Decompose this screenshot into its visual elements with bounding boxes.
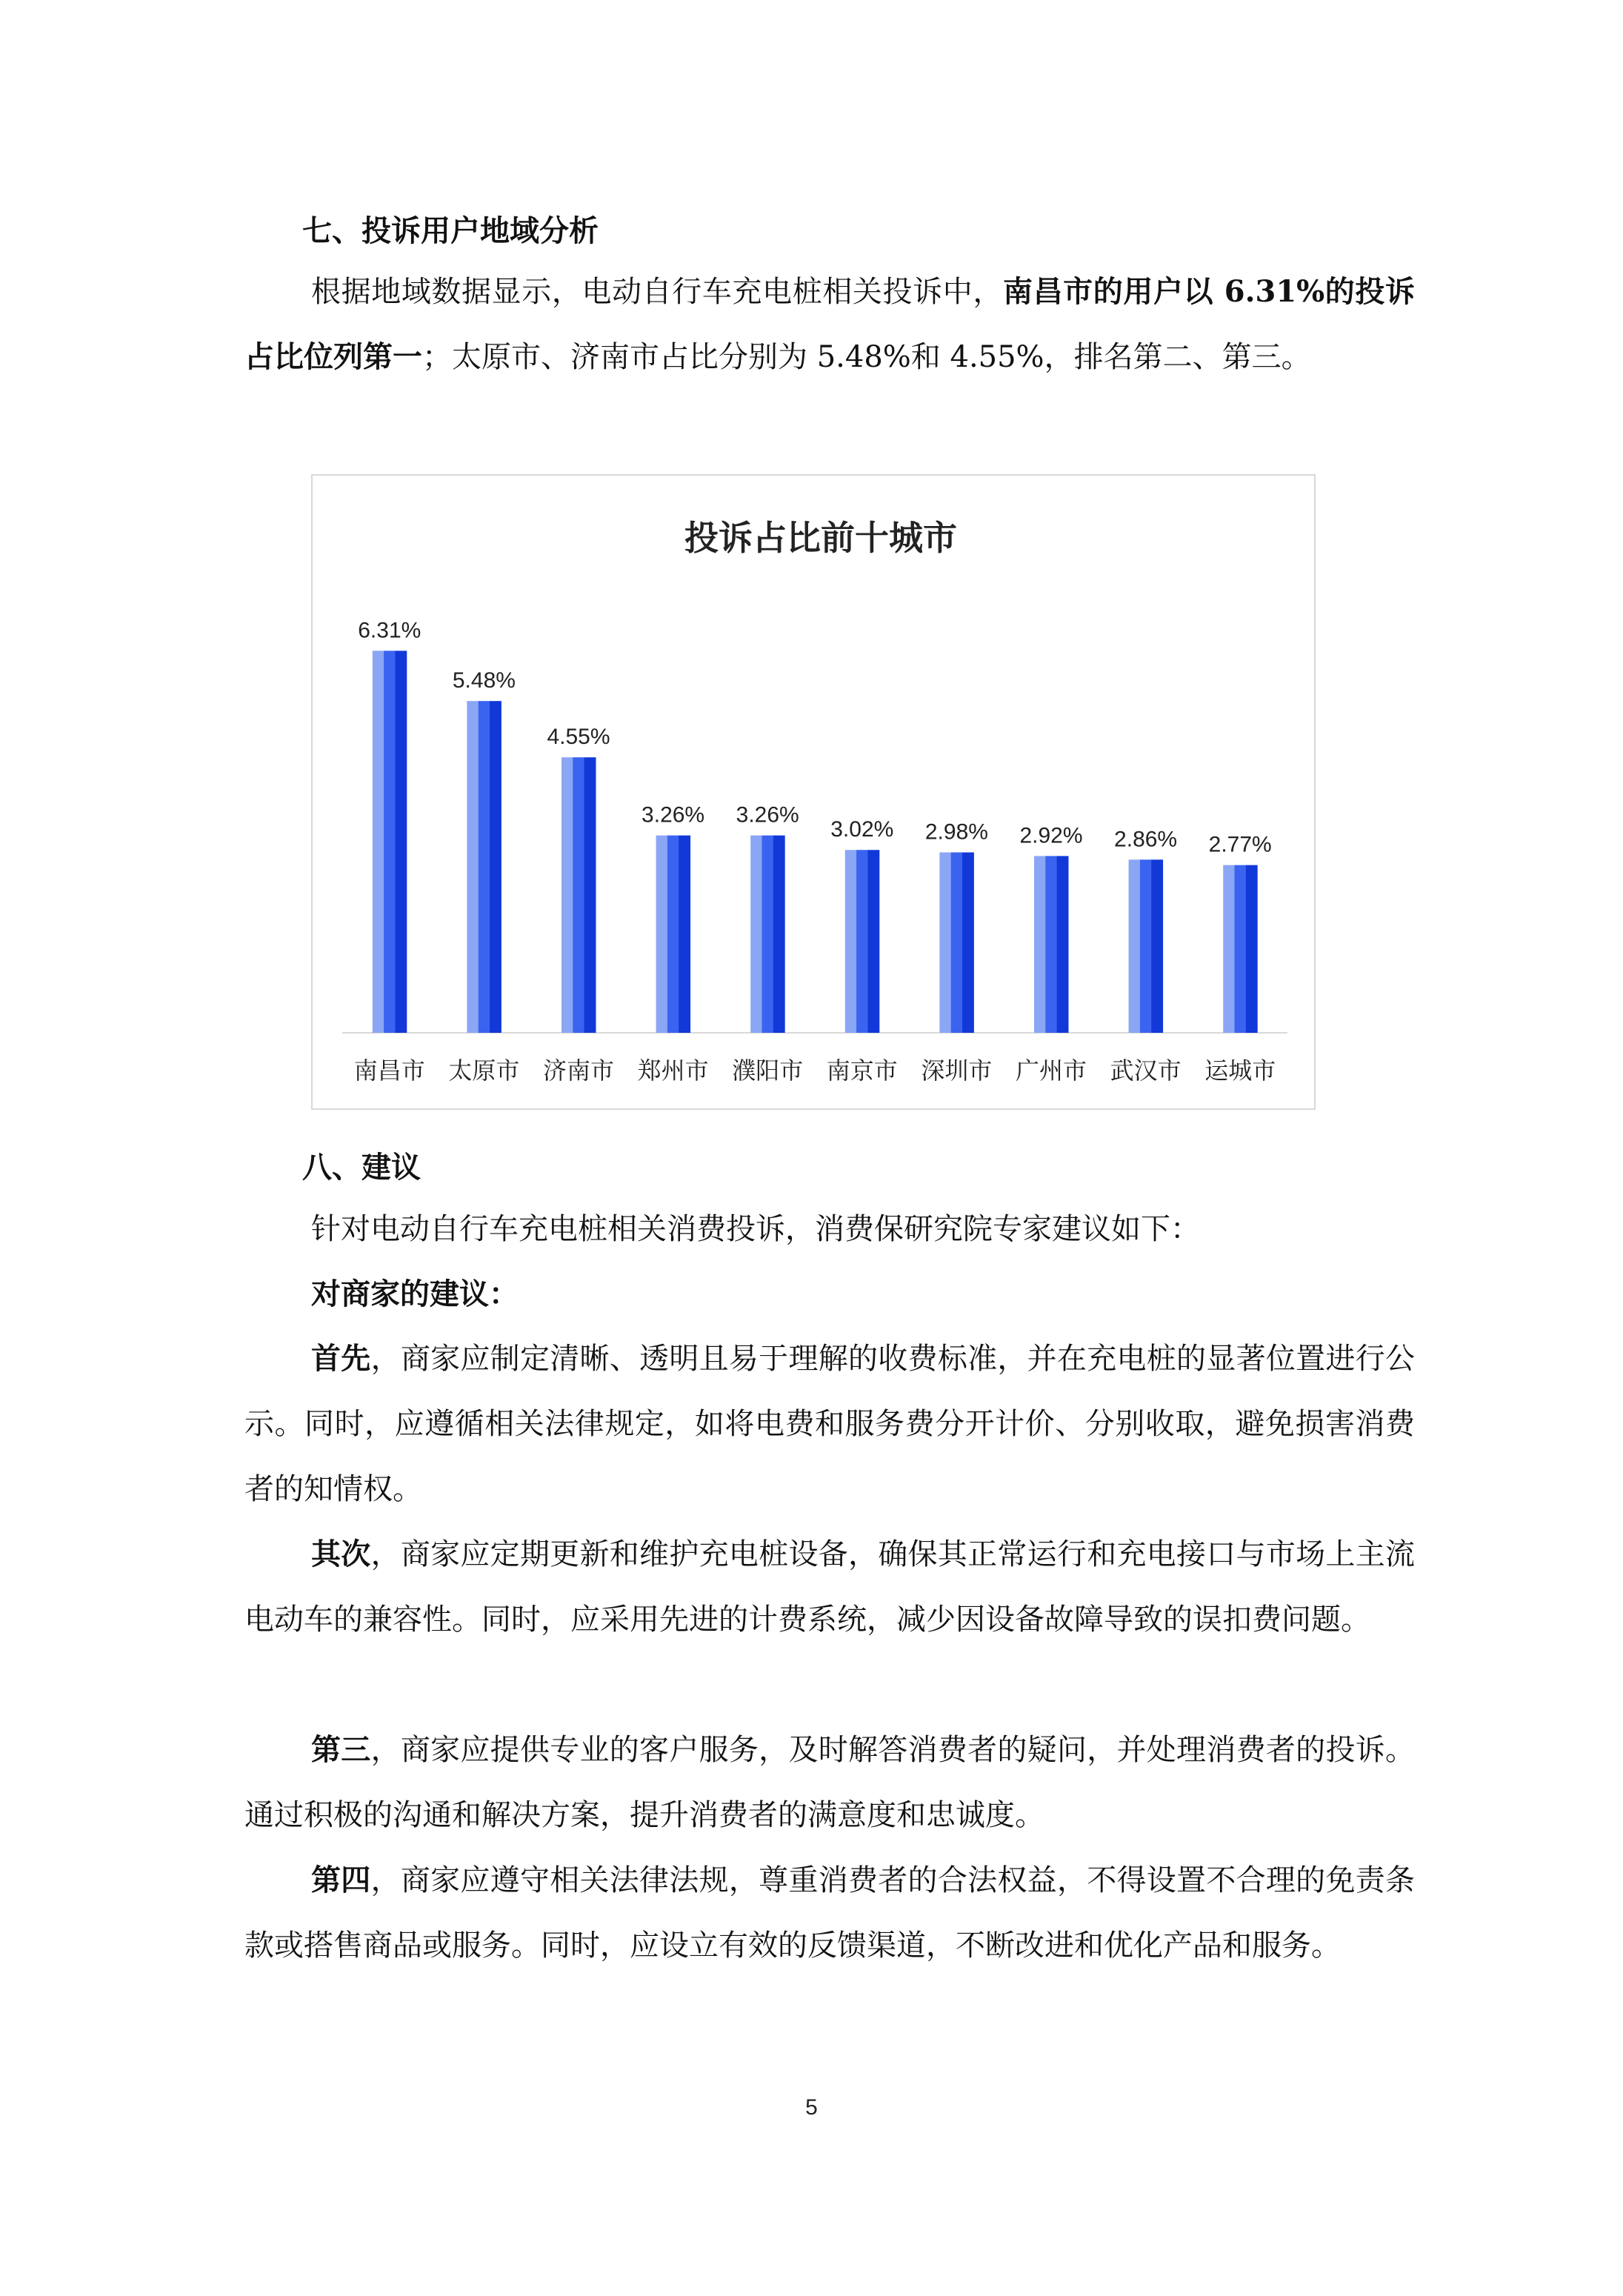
- advice-item-1: [244, 1326, 1415, 1522]
- bar-segment: [395, 650, 407, 1033]
- bar-value-label: 4.55%: [547, 725, 610, 750]
- bar-segment: [1151, 859, 1163, 1033]
- advice-item-4: [244, 1848, 1415, 1978]
- bar: [656, 836, 691, 1033]
- bar-segment: [951, 852, 963, 1033]
- para-text-before: 根据地域数据显示，电动自行车充电桩相关投诉中，: [311, 275, 1003, 309]
- category-label: 南昌市: [353, 1057, 425, 1085]
- bar-segment: [667, 836, 679, 1033]
- bar-segment: [479, 701, 490, 1033]
- bar-segment: [856, 850, 868, 1033]
- bar: [750, 836, 784, 1033]
- category-label: 运城市: [1204, 1057, 1276, 1085]
- category-label: 南京市: [826, 1057, 898, 1085]
- bar-segment: [762, 836, 774, 1033]
- bar-value-label: 3.26%: [736, 802, 799, 828]
- bar-segment: [384, 650, 396, 1033]
- bar: [373, 650, 407, 1033]
- category-label: 武汉市: [1110, 1057, 1182, 1085]
- bar-segment: [1129, 859, 1141, 1033]
- advice-item-2: [244, 1522, 1415, 1652]
- bar: [1129, 859, 1164, 1033]
- category-label: 济南市: [542, 1057, 615, 1085]
- category-label: 郑州市: [637, 1057, 709, 1085]
- advice-lead: 其次: [311, 1537, 371, 1571]
- bar-segment: [467, 701, 479, 1033]
- advice-text: ，商家应提供专业的客户服务，及时解答消费者的疑问，并处理消费者的投诉。通过积极的沟通和解决方案，提升消费者的满意度和忠诚度。: [244, 1733, 1416, 1832]
- bar-segment: [656, 836, 668, 1033]
- category-label: 广州市: [1015, 1057, 1087, 1085]
- bar-segment: [845, 850, 857, 1033]
- bar-segment: [1045, 856, 1057, 1033]
- bar-value-label: 2.98%: [924, 819, 988, 845]
- bar-segment: [561, 757, 573, 1033]
- category-label: 深圳市: [921, 1057, 993, 1085]
- bar-value-label: 2.86%: [1114, 827, 1178, 852]
- category-label: 太原市: [448, 1057, 520, 1085]
- bar-segment: [1034, 856, 1046, 1033]
- chart-canvas: [313, 476, 1317, 1111]
- bar-value-label: 2.77%: [1208, 832, 1272, 857]
- bar-value-label: 5.48%: [452, 668, 516, 693]
- bar-segment: [584, 757, 596, 1033]
- category-label: 濮阳市: [732, 1057, 804, 1085]
- advice-text: ，商家应遵守相关法律法规，尊重消费者的合法权益，不得设置不合理的免责条款或搭售商品或服务。同时，应设立有效的反馈渠道，不断改进和优化产品和服务。: [244, 1863, 1416, 1963]
- merchant-advice-heading: 对商家的建议：: [311, 1277, 519, 1311]
- advice-lead: 第四: [311, 1863, 371, 1897]
- para-text-after: ；太原市、济南市占比分别为 5.48%和 4.55%，排名第二、第三。: [422, 340, 1311, 374]
- bar: [845, 850, 880, 1033]
- bar-segment: [679, 836, 690, 1033]
- advice-text: ，商家应定期更新和维护充电桩设备，确保其正常运行和充电接口与市场上主流电动车的兼容性。同时，应采用先进的计费系统，减少因设备故障导致的误扣费问题。: [244, 1537, 1416, 1637]
- bar: [1034, 856, 1069, 1033]
- chart-category-labels: [354, 1057, 1276, 1085]
- bar-segment: [867, 850, 879, 1033]
- bar-segment: [1246, 865, 1258, 1033]
- para-text-bold: 南昌市的用户以 6.31%的投诉占比位列第一: [244, 274, 1416, 374]
- bar: [467, 701, 501, 1033]
- bar-segment: [490, 701, 501, 1033]
- bar-segment: [1140, 859, 1152, 1033]
- section-7-paragraph: [244, 259, 1415, 390]
- advice-lead: 第三: [311, 1732, 371, 1767]
- bar: [561, 757, 596, 1033]
- bar-segment: [1235, 865, 1247, 1033]
- bar-value-label: 3.02%: [830, 817, 894, 842]
- advice-text: ，商家应制定清晰、透明且易于理解的收费标准，并在充电桩的显著位置进行公示。同时，应遵循相关法律规定，如将电费和服务费分开计价、分别收取，避免损害消费者的知情权。: [244, 1342, 1416, 1506]
- bar-segment: [773, 836, 785, 1033]
- bar-value-label: 3.26%: [641, 802, 705, 828]
- chart-title: 投诉占比前十城市: [684, 518, 957, 558]
- bar-segment: [573, 757, 584, 1033]
- page-number: 5: [805, 2095, 818, 2120]
- section-7-heading: 七、投诉用户地域分析: [302, 213, 599, 248]
- advice-lead: 首先: [311, 1341, 371, 1376]
- bar: [1223, 865, 1258, 1033]
- bar-segment: [962, 852, 974, 1033]
- bar-segment: [750, 836, 762, 1033]
- bar-value-label: 2.92%: [1019, 823, 1083, 848]
- bar-value-label: 6.31%: [358, 618, 421, 643]
- bar-segment: [939, 852, 951, 1033]
- section-8-intro: 针对电动自行车充电桩相关消费投诉，消费保研究院专家建议如下：: [311, 1212, 1200, 1246]
- bar-segment: [373, 650, 384, 1033]
- bar-segment: [1057, 856, 1069, 1033]
- bar-segment: [1223, 865, 1235, 1033]
- bar-chart: [311, 474, 1316, 1110]
- section-8-heading: 八、建议: [302, 1150, 421, 1185]
- advice-item-3: [244, 1717, 1415, 1848]
- bar: [939, 852, 973, 1033]
